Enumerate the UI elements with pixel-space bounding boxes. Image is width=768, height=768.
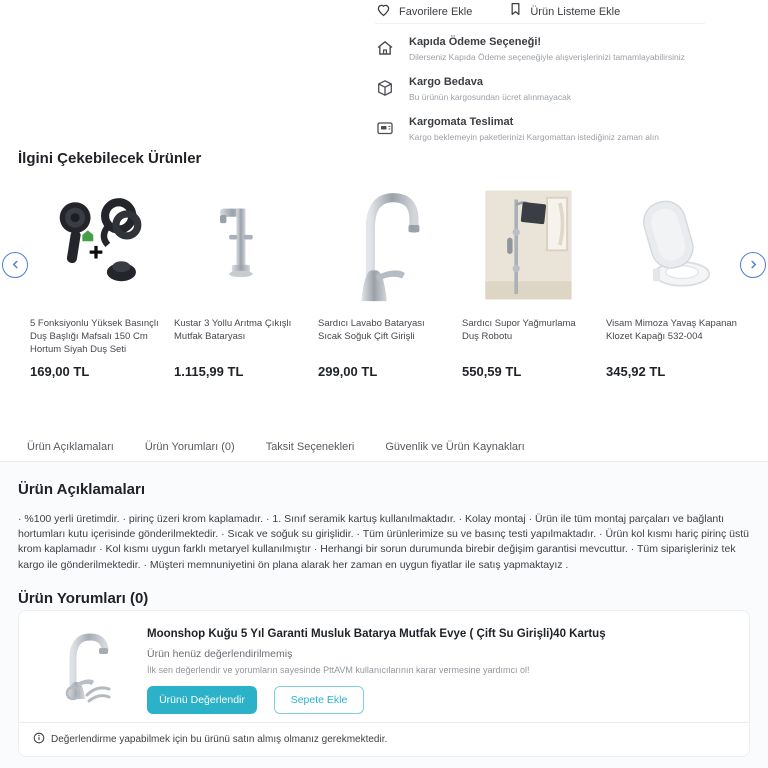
add-to-favorites-button[interactable] (375, 1, 472, 23)
info-icon (33, 732, 45, 747)
tab-urun-yorumlari[interactable]: Ürün Yorumları (0) (144, 441, 235, 453)
product-card[interactable] (606, 180, 738, 379)
benefit-desc: Kargo beklemeyin paketlerinizi Kargomattan istediğiniz zaman alın (409, 132, 659, 142)
description-heading: Ürün Açıklamaları (18, 481, 145, 498)
note-text: Değerlendirme yapabilmek için bu ürünü satın almış olmanız gerekmektedir. (51, 734, 388, 745)
product-name: 5 Fonksiyonlu Yüksek Basınçlı Duş Başlığı Mafsalı 150 Cm Hortum Siyah Duş Seti (30, 318, 159, 355)
product-image (174, 180, 306, 308)
product-price: 345,92 TL (606, 364, 666, 379)
benefit-free-shipping (375, 76, 725, 103)
review-product-thumbnail (19, 611, 147, 723)
add-to-list-button[interactable] (508, 1, 620, 22)
heart-icon (375, 1, 392, 23)
benefit-title: Kapıda Ödeme Seçeneği! (409, 36, 542, 48)
product-name: Sardıcı Lavabo Bataryası Sıcak Soğuk Çift Girişli (318, 318, 425, 342)
product-image (30, 180, 162, 308)
tab-taksit-secenekleri[interactable]: Taksit Seçenekleri (265, 441, 355, 453)
product-name: Kustar 3 Yollu Arıtma Çıkışlı Mutfak Bataryası (174, 318, 292, 342)
review-card (18, 610, 750, 757)
reviews-section (0, 581, 768, 768)
review-requirement-note (19, 722, 749, 756)
product-action-row (375, 0, 705, 24)
bookmark-icon (508, 1, 523, 22)
tab-guvenlik-urun-kaynaklari[interactable]: Güvenlik ve Ürün Kaynakları (385, 441, 525, 453)
home-icon (375, 38, 397, 63)
review-hint: İlk sen değerlendir ve yorumların sayesinde PttAVM kullanıcılarının karar vermesine yardımcı ol! (147, 665, 530, 675)
product-image (606, 180, 738, 308)
related-products-heading: İlgini Çekebilecek Ürünler (18, 150, 202, 167)
product-card[interactable] (30, 180, 162, 379)
locker-icon (375, 118, 397, 143)
detail-tabbar (0, 433, 768, 462)
product-price: 1.115,99 TL (174, 364, 244, 379)
rate-product-button[interactable]: Ürünü Değerlendir (147, 686, 257, 714)
review-status: Ürün henüz değerlendirilmemiş (147, 648, 293, 660)
reviews-heading: Ürün Yorumları (0) (18, 590, 149, 607)
product-card[interactable] (462, 180, 594, 379)
product-name: Sardıcı Supor Yağmurlama Duş Robotu (462, 318, 576, 342)
benefit-kargomat (375, 116, 725, 143)
related-products-carousel (30, 180, 738, 379)
product-name: Visam Mimoza Yavaş Kapanan Klozet Kapağı 532-004 (606, 318, 737, 342)
favorites-label: Favorilere Ekle (399, 5, 473, 18)
product-price: 550,59 TL (462, 364, 522, 379)
chevron-right-icon (749, 256, 758, 274)
package-icon (375, 78, 397, 103)
product-image (318, 180, 450, 308)
product-card[interactable] (174, 180, 306, 379)
product-card[interactable] (318, 180, 450, 379)
description-section (0, 462, 768, 581)
chevron-left-icon (11, 256, 20, 274)
carousel-prev-button[interactable] (2, 252, 28, 278)
list-label: Ürün Listeme Ekle (530, 5, 621, 18)
benefit-desc: Dilerseniz Kapıda Ödeme seçeneğiyle alışverişlerinizi tamamlayabilirsiniz (409, 52, 685, 62)
product-price: 299,00 TL (318, 364, 378, 379)
description-body: · %100 yerli üretimdir. · pirinç üzeri krom kaplamadır. · 1. Sınıf seramik kartuş kullanılmaktadır. · Kolay montaj · Ürün ile tüm montaj parçaları ve bağlantı hortumları kutu içerisinde gönderilmektedir. · Sıcak ve soğuk su girişlidir. · Tüm ürünlerimize su ve basınç testi yapılmaktadır. · Ürün kol kısmı hariç pirinç üstü krom kaplamadır · Kol kısmı uygun farklı metaryel kullanılmıştır · Herhangi bir sorun durumunda birebir değişim garantisi mevcuttur. · Tüm siparişleriniz tek kargo ile gönderilmektedir. · Müşteri memnuniyetini ön plana alarak her zaman en uygun fiyatlar ile satış yapmaktayız . (18, 513, 750, 571)
benefit-title: Kargomata Teslimat (409, 116, 514, 128)
benefit-list (375, 36, 725, 143)
product-image (462, 180, 594, 308)
benefit-cash-on-delivery (375, 36, 725, 63)
product-price: 169,00 TL (30, 364, 90, 379)
benefit-desc: Bu ürünün kargosundan ücret alınmayacak (409, 92, 572, 102)
carousel-next-button[interactable] (740, 252, 766, 278)
benefit-title: Kargo Bedava (409, 76, 483, 88)
add-to-cart-button[interactable]: Sepete Ekle (274, 686, 364, 714)
tab-urun-aciklamalari[interactable]: Ürün Açıklamaları (27, 441, 114, 453)
review-product-name: Moonshop Kuğu 5 Yıl Garanti Musluk Batarya Mutfak Evye ( Çift Su Girişli)40 Kartuş (147, 628, 606, 640)
